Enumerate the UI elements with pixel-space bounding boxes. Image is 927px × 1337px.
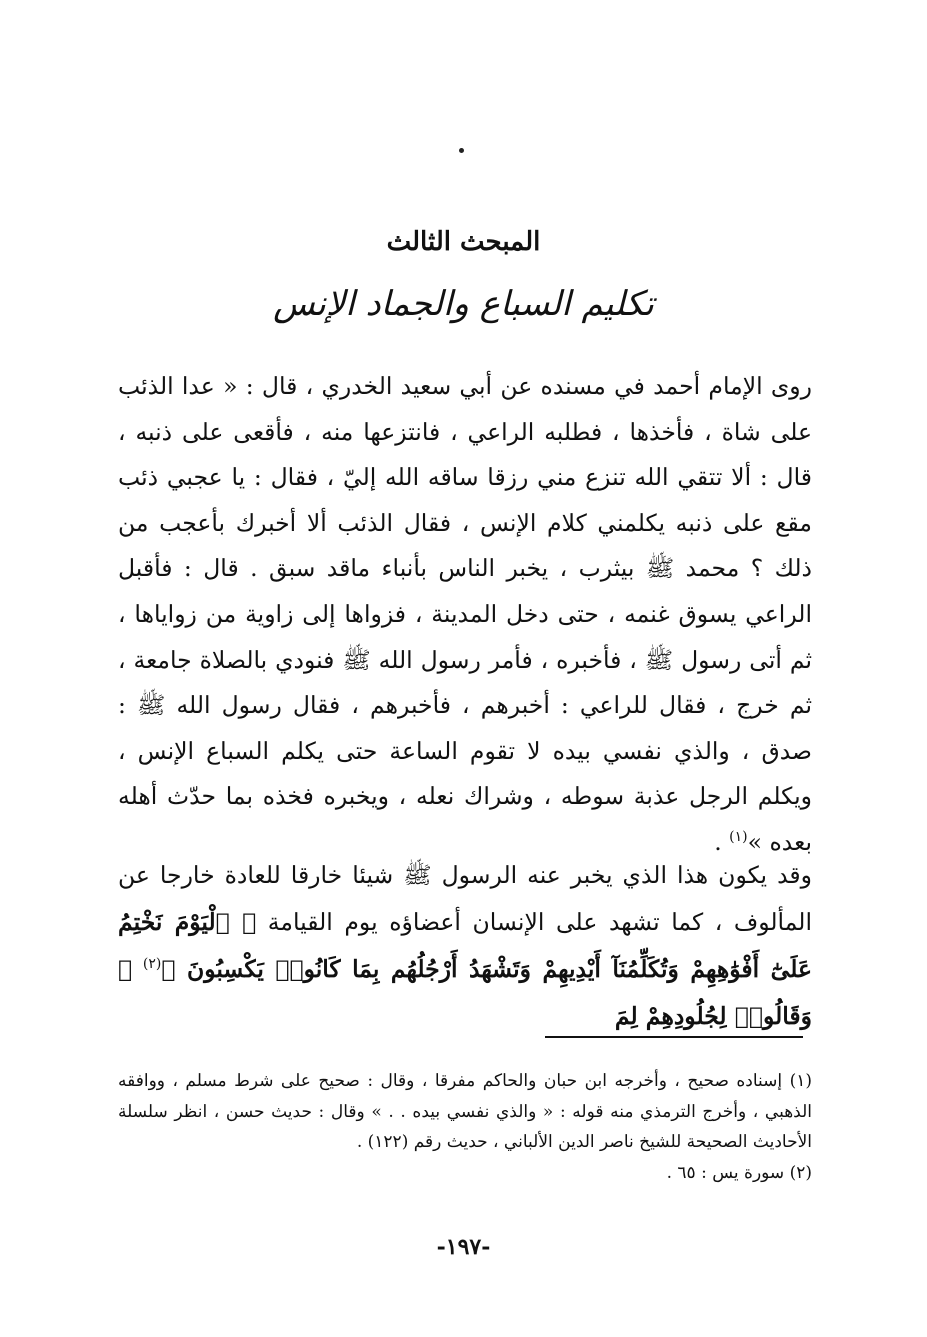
quran-verse-2: ﴿ وَقَالُوا۟ لِجُلُودِهِمْ لِمَ [118, 955, 812, 1030]
commentary-text: وقد يكون هذا الذي يخبر عنه الرسول ﷺ شيئا خارقا للعادة خارجا عن المألوف ، كما تشهد على الإنسان أعضاؤه يوم القيامة [118, 861, 812, 936]
footnote-divider [545, 1036, 803, 1038]
footnote-1: (١) إسناده صحيح ، وأخرجه ابن حبان والحاكم مفرقا ، وقال : صحيح على شرط مسلم ، ووافقه الذهبي ، وأخرج الترمذي منه قوله : « والذي نفسي بيده . . » وقال : حديث حسن ، انظر سلسلة الأحاديث الصحيحة للشيخ ناصر الدين الألباني ، حديث رقم (١٢٢) . [118, 1071, 812, 1152]
chapter-title: تكليم السباع والجماد الإنس [273, 284, 654, 324]
ink-dot [459, 148, 464, 153]
hadith-text: روى الإمام أحمد في مسنده عن أبي سعيد الخدري ، قال : « عدا الذئب على شاة ، فأخذها ، فطلبه الراعي ، فانتزعها منه ، فأقعى على ذنبه ، قال : ألا تتقي الله تنزع مني رزقا ساقه الله إليّ ، فقال : يا عجبي ذئب مقع على ذنبه يكلمني كلام الإنس ، فقال الذئب ألا أخبرك بأعجب من ذلك ؟ محمد ﷺ بيثرب ، يخبر الناس بأنباء ماقد سبق . قال : فأقبل الراعي يسوق غنمه ، حتى دخل المدينة ، فزواها إلى زاوية من زواياها ، ثم أتى رسول ﷺ ، فأخبره ، فأمر رسول الله ﷺ فنودي بالصلاة جامعة ، ثم خرج ، فقال للراعي : أخبرهم ، فأخبرهم ، فقال رسول الله ﷺ : صدق ، والذي نفسي بيده لا تقوم الساعة حتى يكلم السباع الإنس ، ويكلم الرجل عذبة سوطه ، وشراك نعله ، ويخبره فخذه بما حدّث أهله بعده » [118, 372, 812, 856]
section-heading: المبحث الثالث [386, 227, 541, 257]
commentary-paragraph [118, 852, 812, 1040]
footnote-marker-1: (١) [729, 829, 748, 846]
footnote-marker-2: (٢) [142, 956, 162, 973]
page-number: -١٩٧- [436, 1234, 491, 1260]
quran-verse-1: ﴿ ٱلْيَوْمَ نَخْتِمُ عَلَىٰٓ أَفْوَٰهِهِمْ وَتُكَلِّمُنَآ أَيْدِيهِمْ وَتَشْهَدُ أَرْجُلُهُم بِمَا كَانُوا۟ يَكْسِبُونَ ﴾ [118, 908, 812, 983]
paragraph-end: . [714, 827, 730, 856]
footnotes [118, 1066, 812, 1188]
footnote-2: (٢) سورة يس : ٦٥ . [666, 1162, 812, 1183]
hadith-paragraph [118, 364, 812, 866]
